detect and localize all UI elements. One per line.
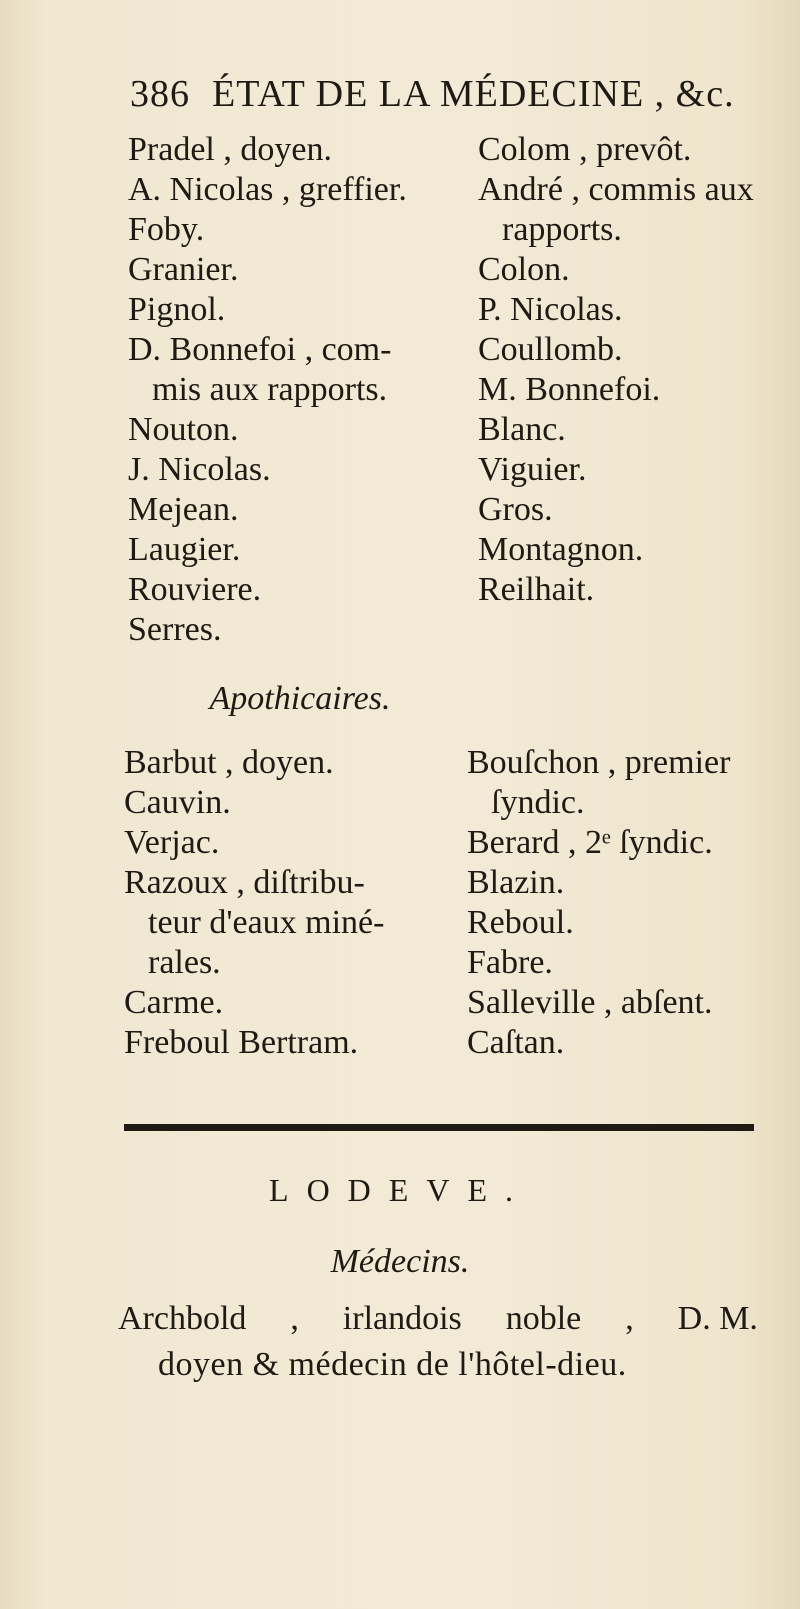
list-item: Laugier. bbox=[128, 531, 241, 568]
list-item: Fabre. bbox=[467, 944, 553, 981]
list-item: Verjac. bbox=[124, 824, 220, 861]
list-item: Razoux , diſtribu- bbox=[124, 864, 365, 901]
list-item: Granier. bbox=[128, 251, 239, 288]
entry-word: , bbox=[625, 1300, 634, 1337]
list-item: Bouſchon , premier bbox=[467, 744, 731, 781]
physicians-heading: Médecins. bbox=[330, 1243, 470, 1280]
entry-word: D. M. bbox=[677, 1300, 758, 1337]
apothecaries-left-column bbox=[124, 743, 384, 1063]
list-item: Coullomb. bbox=[478, 331, 623, 368]
city-heading: LODEVE. bbox=[269, 1172, 531, 1208]
list-item: A. Nicolas , greffier. bbox=[128, 171, 407, 208]
list-item: P. Nicolas. bbox=[478, 291, 623, 328]
list-item: Rouviere. bbox=[128, 571, 262, 608]
list-item: Berard , 2ᵉ ſyndic. bbox=[467, 824, 713, 861]
list-item: Mejean. bbox=[128, 491, 239, 528]
entry-word: noble bbox=[505, 1300, 582, 1337]
running-header bbox=[130, 72, 735, 116]
list-item: ſyndic. bbox=[491, 784, 585, 821]
apothecaries-heading: Apothicaires. bbox=[209, 680, 391, 717]
surgeons-left-column bbox=[128, 130, 407, 650]
list-item: Reilhait. bbox=[478, 571, 595, 608]
list-item: Nouton. bbox=[128, 411, 239, 448]
list-item: Freboul Bertram. bbox=[124, 1024, 359, 1061]
list-item: Colom , prevôt. bbox=[478, 131, 692, 168]
list-item: Gros. bbox=[478, 491, 553, 528]
entry-word: irlandois bbox=[342, 1300, 462, 1337]
entry-line-1 bbox=[118, 1296, 758, 1342]
entry-word: Archbold bbox=[118, 1300, 247, 1337]
physician-entry bbox=[118, 1296, 758, 1388]
list-item: teur d'eaux miné- bbox=[148, 904, 385, 941]
list-item: Blazin. bbox=[467, 864, 565, 901]
list-item: Viguier. bbox=[478, 451, 587, 488]
entry-word: , bbox=[290, 1300, 299, 1337]
list-item: Serres. bbox=[128, 611, 222, 648]
list-item: Montagnon. bbox=[478, 531, 644, 568]
entry-line-2: doyen & médecin de l'hôtel-dieu. bbox=[158, 1346, 627, 1383]
running-title: ÉTAT DE LA MÉDECINE , &c. bbox=[212, 73, 735, 115]
surgeons-right-column bbox=[478, 130, 754, 610]
list-item: Colon. bbox=[478, 251, 570, 288]
list-item: mis aux rapports. bbox=[152, 371, 388, 408]
list-item: Pradel , doyen. bbox=[128, 131, 332, 168]
list-item: rapports. bbox=[502, 211, 622, 248]
list-item: André , commis aux bbox=[478, 171, 754, 208]
list-item: rales. bbox=[148, 944, 221, 981]
list-item: Reboul. bbox=[467, 904, 574, 941]
list-item: Salleville , abſent. bbox=[467, 984, 713, 1021]
list-item: Pignol. bbox=[128, 291, 226, 328]
list-item: Carme. bbox=[124, 984, 224, 1021]
list-item: Blanc. bbox=[478, 411, 566, 448]
list-item: Caſtan. bbox=[467, 1024, 565, 1061]
list-item: M. Bonnefoi. bbox=[478, 371, 661, 408]
list-item: Foby. bbox=[128, 211, 205, 248]
page-number: 386 bbox=[130, 73, 190, 115]
list-item: Cauvin. bbox=[124, 784, 231, 821]
list-item: Barbut , doyen. bbox=[124, 744, 334, 781]
list-item: J. Nicolas. bbox=[128, 451, 271, 488]
section-divider bbox=[124, 1124, 754, 1131]
apothecaries-right-column bbox=[467, 743, 730, 1063]
list-item: D. Bonnefoi , com- bbox=[128, 331, 392, 368]
